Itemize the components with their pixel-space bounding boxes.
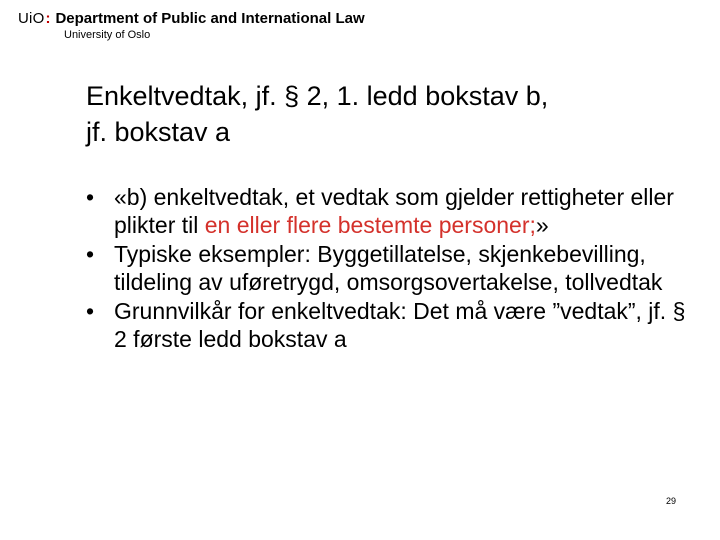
bullet-text: Typiske eksempler: Byggetillatelse, skjenkebevilling, tildeling av uføretrygd, omsorgsovertakelse, tollvedtak — [114, 241, 663, 295]
bullet-item-definition — [86, 183, 696, 239]
bullet-icon: • — [86, 298, 95, 324]
header — [18, 10, 365, 41]
bullet-list — [86, 183, 696, 354]
bullet-icon: • — [86, 241, 95, 267]
bullet-text-part2: » — [535, 212, 549, 238]
department-name: Department of Public and International Law — [55, 10, 365, 27]
page-number: 29 — [666, 496, 677, 506]
university-name: University of Oslo — [64, 29, 151, 41]
slide-title-line-2: jf. bokstav a — [86, 117, 231, 147]
bullet-text-part1: «b) enkeltvedtak, et vedtak som gjelder rettigheter eller plikter til — [114, 184, 674, 238]
bullet-item-conditions — [86, 297, 696, 353]
slide-title-line-1: Enkeltvedtak, jf. § 2, 1. ledd bokstav b, — [86, 81, 549, 111]
bullet-item-examples — [86, 240, 696, 296]
bullet-text-highlight: en eller flere bestemte personer; — [204, 212, 536, 238]
logo-colon-mark: : — [45, 10, 51, 27]
bullet-text: Grunnvilkår for enkeltvedtak: Det må være ”vedtak”, jf. § 2 første ledd bokstav a — [114, 298, 686, 352]
bullet-icon: • — [86, 184, 95, 210]
slide-title — [86, 78, 706, 150]
logo — [18, 10, 365, 28]
uio-logo-text: UiO — [18, 10, 45, 27]
